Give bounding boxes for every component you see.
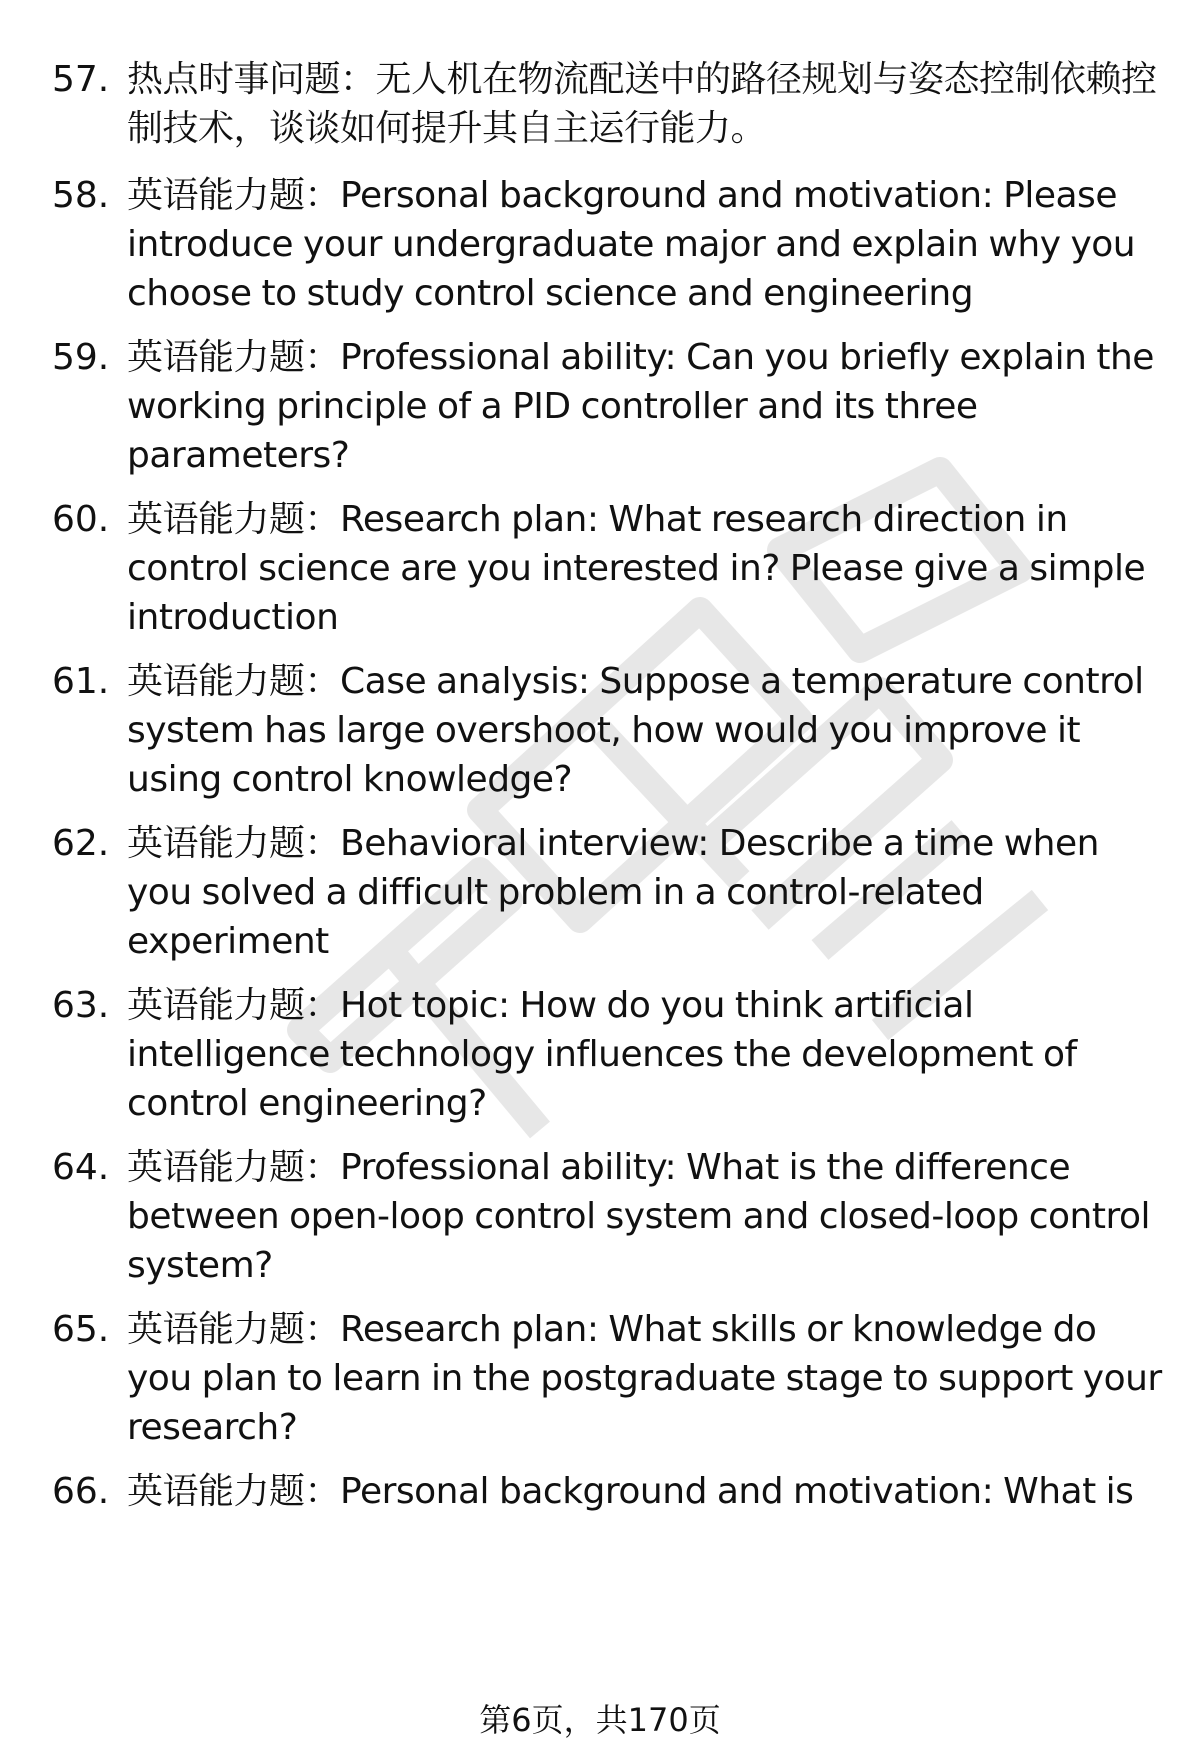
question-body (127, 495, 1162, 642)
question-body (127, 171, 1162, 318)
question-item-60 (52, 495, 1162, 642)
question-item-61 (52, 657, 1162, 804)
question-category: 英语能力题： (127, 175, 341, 216)
question-text: Research plan: What research direction in control science are you interested in? Please give a simple introduction (127, 499, 1146, 638)
question-body (127, 1305, 1162, 1452)
question-item-63 (52, 981, 1162, 1128)
question-category: 英语能力题： (127, 661, 341, 702)
question-text: Personal background and motivation: What is (340, 1471, 1134, 1512)
question-category: 英语能力题： (127, 985, 341, 1026)
question-body (127, 981, 1162, 1128)
question-category: 英语能力题： (127, 1147, 341, 1188)
question-text: Research plan: What skills or knowledge do you plan to learn in the postgraduate stage to support your research? (127, 1309, 1162, 1448)
question-number: 57. (52, 59, 110, 100)
question-text: Personal background and motivation: Please introduce your undergraduate major and explain why you choose to study control science and engineering (127, 175, 1136, 314)
question-number: 63. (52, 985, 110, 1026)
question-item-57 (52, 55, 1162, 153)
question-category: 英语能力题： (127, 499, 341, 540)
question-body (127, 1143, 1162, 1290)
question-text: Professional ability: What is the difference between open-loop control system and closed-loop control system? (127, 1147, 1150, 1286)
question-category: 英语能力题： (127, 337, 341, 378)
question-body (127, 657, 1162, 804)
question-number: 62. (52, 823, 110, 864)
question-text: 无人机在物流配送中的路径规划与姿态控制依赖控制技术，谈谈如何提升其自主运行能力。 (127, 59, 1157, 149)
question-category: 热点时事问题： (127, 59, 376, 100)
question-category: 英语能力题： (127, 1471, 341, 1512)
question-text: Behavioral interview: Describe a time when you solved a difficult problem in a control-related experiment (127, 823, 1099, 962)
question-body (127, 333, 1162, 480)
question-category: 英语能力题： (127, 1309, 341, 1350)
question-text: Case analysis: Suppose a temperature control system has large overshoot, how would you improve it using control knowledge? (127, 661, 1144, 800)
question-number: 58. (52, 175, 110, 216)
question-number: 59. (52, 337, 110, 378)
question-number: 61. (52, 661, 110, 702)
question-body (127, 1467, 1162, 1516)
question-item-59 (52, 333, 1162, 480)
question-category: 英语能力题： (127, 823, 341, 864)
question-item-65 (52, 1305, 1162, 1452)
question-body (127, 819, 1162, 966)
question-body (127, 55, 1162, 153)
question-number: 60. (52, 499, 110, 540)
question-number: 66. (52, 1471, 110, 1512)
question-item-58 (52, 171, 1162, 318)
question-item-62 (52, 819, 1162, 966)
question-item-66 (52, 1467, 1162, 1516)
page-footer (0, 1700, 1200, 1740)
question-number: 64. (52, 1147, 110, 1188)
question-number: 65. (52, 1309, 110, 1350)
question-text: Professional ability: Can you briefly explain the working principle of a PID controller and its three parameters? (127, 337, 1154, 476)
page-number-label: 第6页，共170页 (479, 1701, 721, 1739)
question-text: Hot topic: How do you think artificial intelligence technology influences the development of control engineering? (127, 985, 1077, 1124)
question-item-64 (52, 1143, 1162, 1290)
